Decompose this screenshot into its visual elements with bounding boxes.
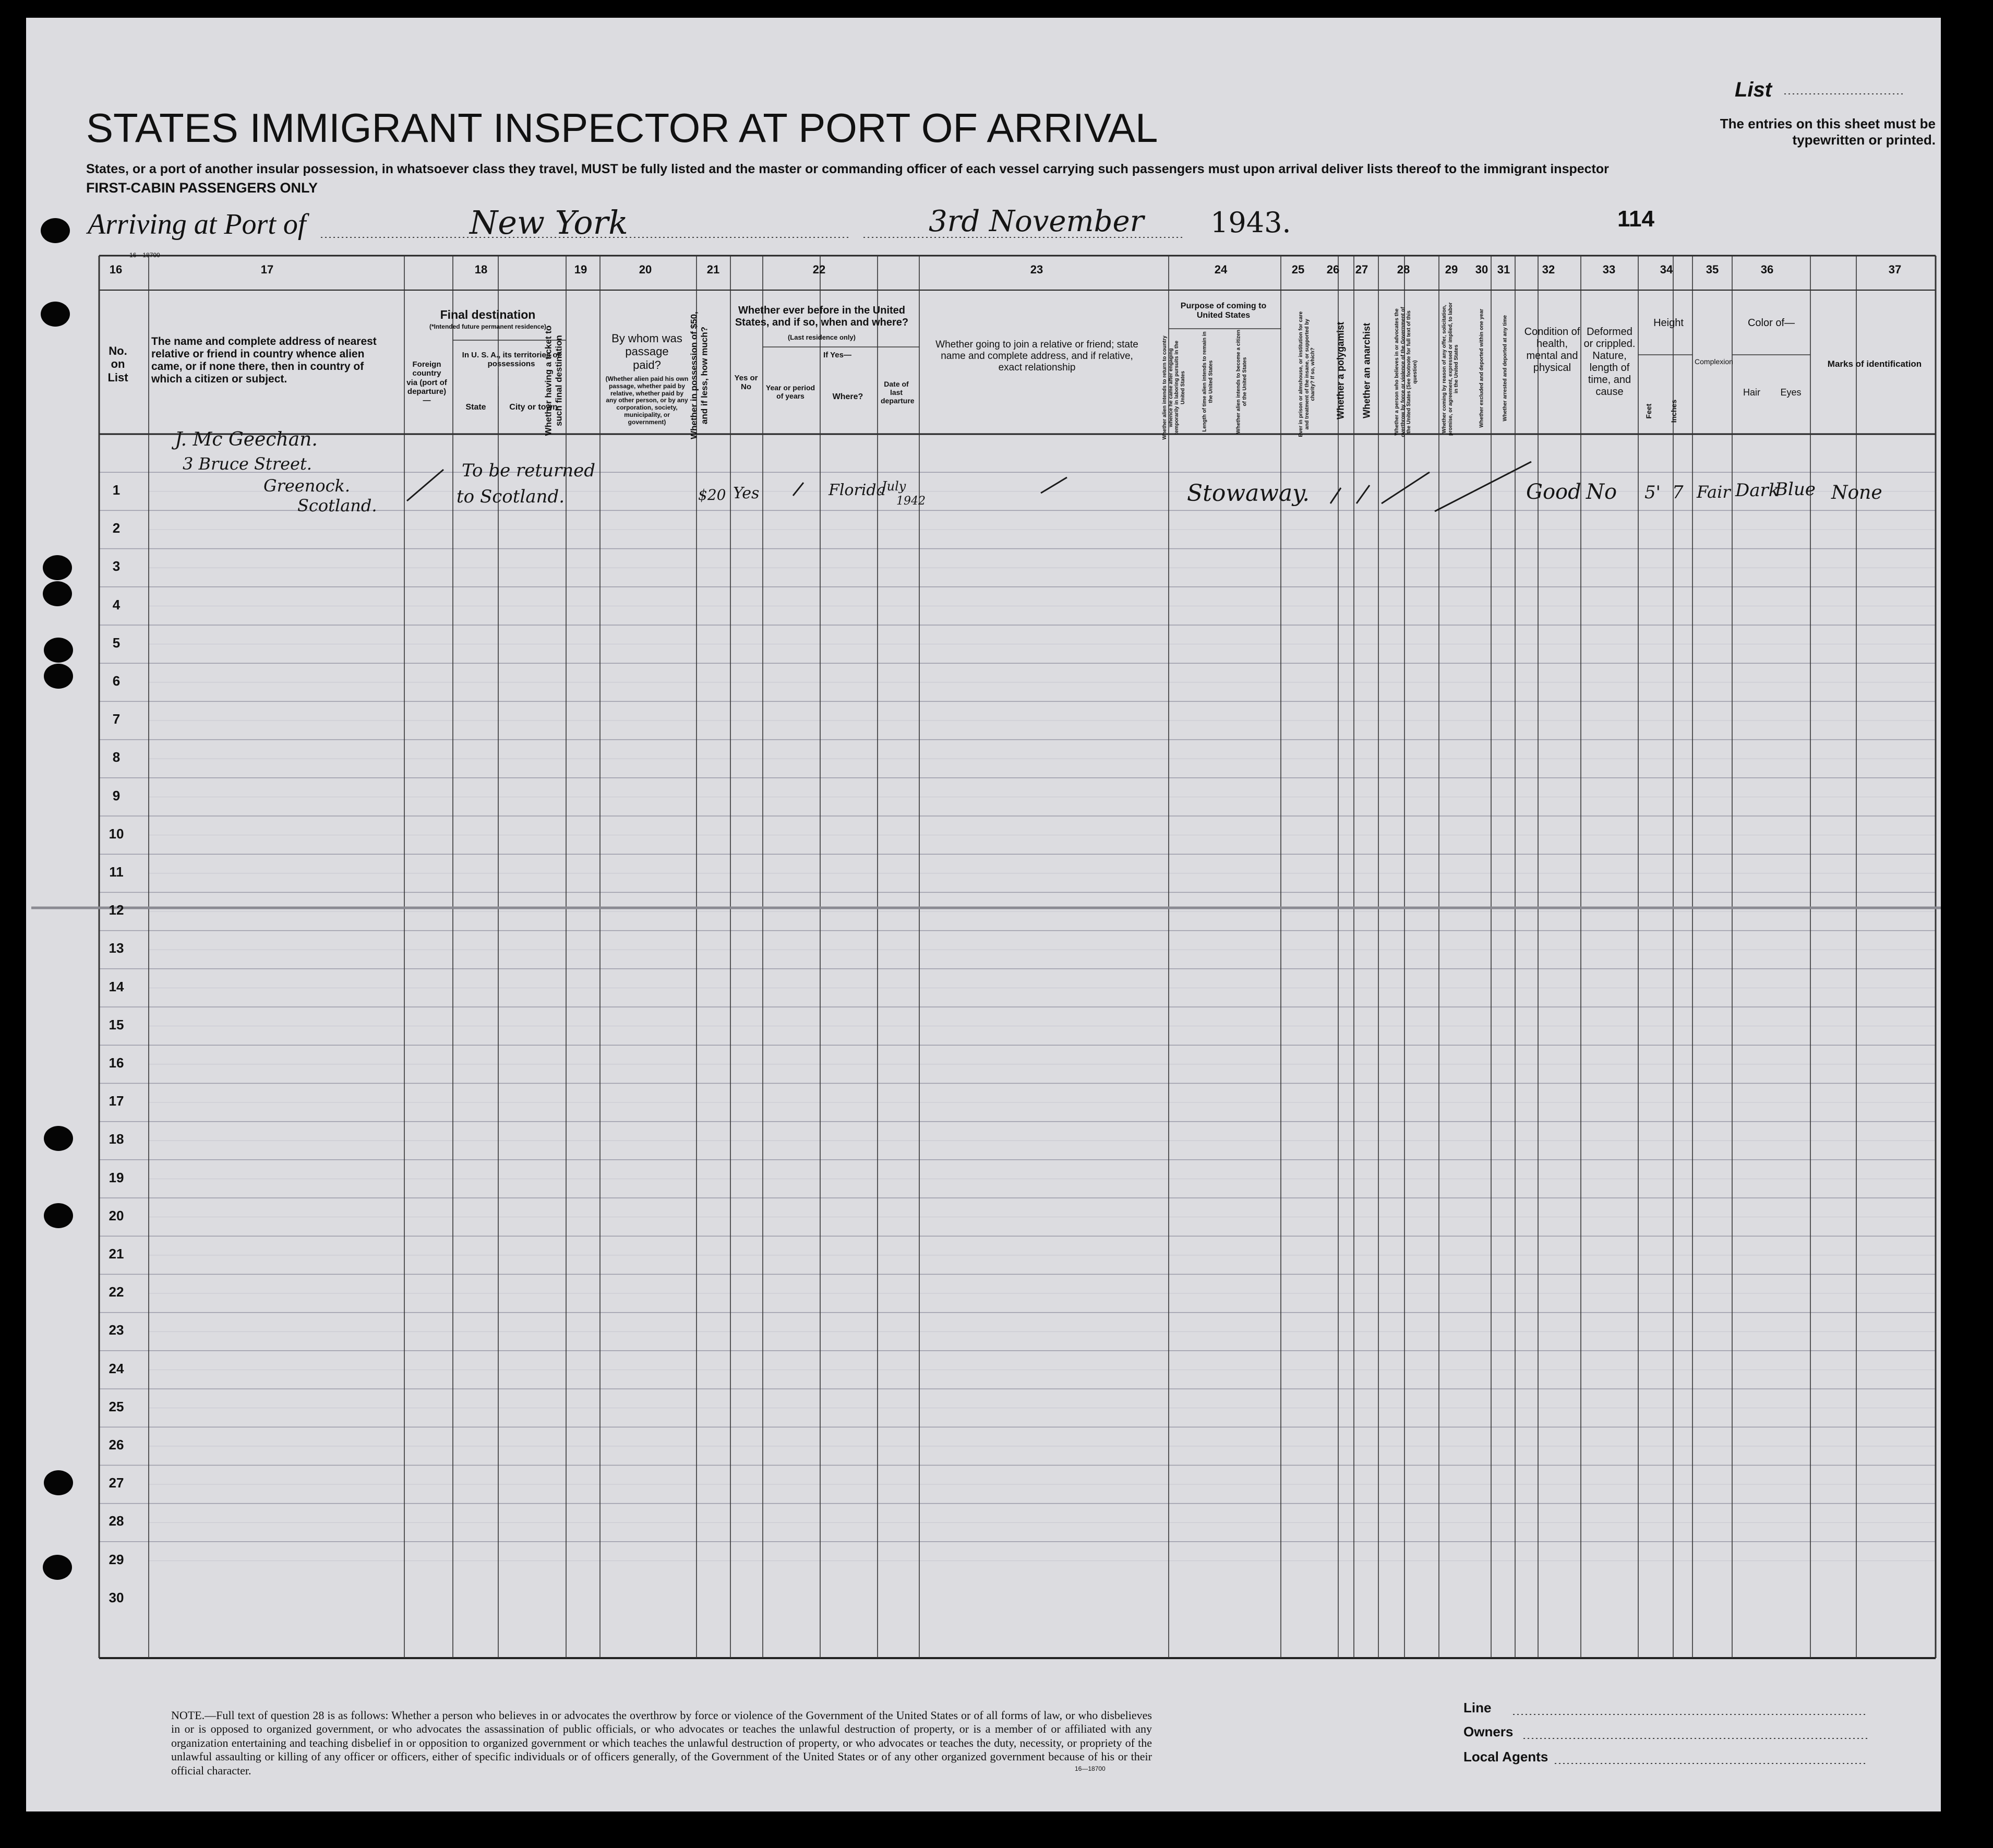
handwritten-dash (1356, 485, 1370, 503)
column-number-20: 20 (639, 263, 652, 276)
header-purpose-b: Length of time alien intends to remain in the United States (1202, 331, 1214, 432)
column-number-27: 27 (1355, 263, 1368, 276)
row-number-16: 16 (109, 1055, 124, 1071)
header-arrested: Whether arrested and deported at any time (1502, 315, 1508, 422)
footer-agents-label: Local Agents (1463, 1749, 1548, 1765)
column-number-19: 19 (574, 263, 587, 276)
row-number-9: 9 (112, 787, 121, 803)
header-question-28: Whether a person who believes in or advocates the overthrow by force or violence of the Government of the United States (See footnote for full text of this question) (1394, 307, 1418, 437)
row-number-21: 21 (109, 1246, 124, 1262)
row-number-29: 29 (109, 1551, 124, 1567)
row-number-25: 25 (109, 1398, 124, 1414)
header-final-destination: Final destination (440, 308, 536, 321)
column-number-35: 35 (1706, 263, 1719, 276)
header-polygamist: Whether a polygamist (1335, 321, 1346, 419)
column-number-16: 16 (109, 263, 123, 276)
header-fifty-dollars: Whether in possession of $50, and if less, how much? (689, 311, 709, 439)
row-number-14: 14 (109, 978, 124, 994)
entries-note: The entries on this sheet must be typewritten or printed. (1720, 116, 1936, 148)
handwritten-dash (407, 470, 443, 501)
entry-relative-country: Scotland. (297, 496, 377, 515)
row-number-17: 17 (109, 1093, 124, 1109)
footer-line-label: Line (1463, 1700, 1492, 1715)
column-number-24: 24 (1214, 263, 1228, 276)
header-marks: Marks of identification (1827, 359, 1922, 369)
port-value: New York (470, 203, 628, 242)
row-number-1: 1 (112, 482, 121, 498)
header-yes-no: Yes or No (734, 374, 758, 392)
row-number-23: 23 (109, 1322, 124, 1338)
header-ever-before-note: (Last residence only) (787, 333, 856, 341)
column-number-23: 23 (1030, 263, 1043, 276)
header-city: City or town (509, 403, 558, 412)
entry-destination-line1: To be returned (462, 460, 595, 481)
column-number-30: 30 (1475, 263, 1488, 276)
column-number-32: 32 (1542, 263, 1555, 276)
header-hair: Hair (1743, 387, 1760, 398)
column-number-31: 31 (1497, 263, 1510, 276)
column-number-34: 34 (1660, 263, 1673, 276)
footer-form-code: 16—18700 (1075, 1765, 1106, 1772)
entry-where: Florida (829, 481, 886, 499)
header-purpose: Purpose of coming to United States (1180, 302, 1267, 320)
column-number-33: 33 (1602, 263, 1616, 276)
column-number-25: 25 (1291, 263, 1305, 276)
header-purpose-a: Whether alien intends to return to country whence he came after engaging temporarily in laboring pursuits in the United States (1162, 335, 1186, 440)
column-number-22: 22 (812, 263, 826, 276)
header-if-yes: If Yes— (823, 351, 851, 359)
row-number-24: 24 (109, 1360, 124, 1376)
row-number-7: 7 (112, 711, 121, 727)
arriving-label: Arriving at Port of (88, 208, 306, 241)
row-number-15: 15 (109, 1016, 124, 1033)
header-purpose-c: Whether alien intends to become a citizen of the United States (1235, 330, 1247, 434)
row-number-10: 10 (109, 825, 124, 842)
row-number-13: 13 (109, 940, 124, 956)
row-number-12: 12 (109, 902, 124, 918)
footer-owners-label: Owners (1463, 1724, 1514, 1739)
column-number-21: 21 (706, 263, 720, 276)
handwritten-dash (1435, 462, 1531, 511)
header-complexion: Complexion (1695, 357, 1733, 366)
header-in-usa: In U. S. A., its territories or possessions (462, 351, 561, 369)
header-eyes: Eyes (1780, 387, 1802, 398)
header-where: Where? (832, 392, 863, 401)
header-no-on-list: No. on List (107, 344, 128, 384)
header-feet: Feet (1644, 403, 1653, 419)
row-number-30: 30 (109, 1589, 124, 1605)
column-number-18: 18 (474, 263, 488, 276)
row-number-8: 8 (112, 749, 121, 765)
entry-inches: 7 (1672, 482, 1684, 503)
entry-deformed: No (1586, 480, 1617, 504)
entry-departure-year: 1942 (896, 495, 926, 508)
header-excluded: Whether excluded and deported within one year (1479, 308, 1485, 428)
row-number-22: 22 (109, 1284, 124, 1300)
row-number-20: 20 (109, 1207, 124, 1223)
header-passage-paid: By whom was passage paid? (611, 332, 682, 371)
entry-feet: 5' (1644, 482, 1661, 503)
header-health: Condition of health, mental and physical (1524, 326, 1580, 374)
header-deformed: Deformed or crippled. Nature, length of time, and cause (1583, 326, 1636, 398)
class-line: FIRST-CABIN PASSENGERS ONLY (86, 180, 318, 196)
header-ticket: Whether having a ticket to such final destination (543, 325, 563, 436)
header-prison: Ever in prison or almshouse, or institution for care and treatment of the insane, or supported by charity? If so, which? (1298, 311, 1316, 437)
entry-health: Good (1526, 480, 1581, 504)
header-nearest-relative: The name and complete address of nearest relative or friend in country whence alien came, or if none there, then in country of which a citizen or subject. (151, 335, 377, 386)
row-number-27: 27 (109, 1475, 124, 1491)
header-inches: Inches (1669, 399, 1678, 423)
column-number-26: 26 (1326, 263, 1340, 276)
header-labor-offer: Whether coming by reason of any offer, solicitation, promise, or agreement, expressed or implied, to labor in the United States (1441, 302, 1459, 436)
form-code: 16—18700 (129, 251, 160, 259)
header-height: Height (1653, 317, 1684, 329)
row-number-5: 5 (112, 634, 121, 651)
handwritten-dash (1041, 477, 1067, 493)
handwritten-dash (793, 483, 803, 496)
row-number-18: 18 (109, 1131, 124, 1147)
header-passage-paid-note: (Whether alien paid his own passage, whether paid by relative, whether paid by any other person, or by any corporation, society, municipality, or government) (605, 375, 689, 426)
list-label: List (1735, 78, 1772, 101)
entry-been-before: Yes (733, 484, 760, 502)
column-number-37: 37 (1888, 263, 1902, 276)
entry-eyes: Blue (1775, 479, 1816, 500)
handwritten-dash (1382, 472, 1430, 503)
row-number-19: 19 (109, 1169, 124, 1185)
entry-relative-street: 3 Bruce Street. (183, 454, 312, 474)
entry-purpose: Stowaway. (1187, 480, 1310, 507)
header-foreign-country: Foreign country via (port of departure)— (406, 360, 447, 405)
footnote-question-28: NOTE.—Full text of question 28 is as follows: Whether a person who believes in or advocates the overthrow by force or violence of the Government of the United States or of all forms of law, or who disbelieves in or is opposed to organized government, or who advocates the assassination of public officials, or who advocates or teaches the unlawful destruction of property, or is a member of or affiliated with any organization entertaining and teaching disbelief in or opposition to organized government or which teaches the unlawful destruction of property, or who advocates or teaches the duty, necessity, or propriety of the unlawful assaulting or killing of any officer or officers, either of specific individuals or of officers generally, of the Government of the United States or of any other organized government because of his or their official character. (171, 1709, 1152, 1777)
entry-marks: None (1831, 482, 1882, 503)
entry-relative-city: Greenock. (263, 476, 351, 496)
date-value: 3rd November (929, 205, 1144, 238)
header-ever-before: Whether ever before in the United States, and if so, when and where? (735, 305, 909, 328)
year-value: 1943. (1210, 206, 1291, 239)
page-number: 114 (1617, 206, 1654, 232)
row-number-26: 26 (109, 1437, 124, 1453)
column-number-17: 17 (260, 263, 274, 276)
entry-money: $20 (698, 486, 726, 503)
handwritten-dash (1330, 488, 1341, 503)
header-anarchist: Whether an anarchist (1361, 322, 1372, 418)
instruction-text: States, or a port of another insular possession, in whatsoever class they travel, MUST be fully listed and the master or commanding officer of each vessel carrying such passengers must upon arrival deliver lists thereof to the immigrant inspector (86, 162, 1609, 176)
header-year-period: Year or period of years (765, 383, 815, 401)
header-state: State (465, 403, 486, 412)
entry-destination-line2: to Scotland. (457, 486, 565, 507)
column-number-29: 29 (1445, 263, 1458, 276)
column-number-36: 36 (1760, 263, 1774, 276)
header-date-departure: Date of last departure (881, 380, 915, 405)
header-final-destination-note: (*Intended future permanent residence) (429, 323, 547, 330)
row-number-2: 2 (112, 520, 121, 536)
header-join-relative: Whether going to join a relative or friend; state name and complete address, and if relative, exact relationship (935, 339, 1138, 373)
entry-hair: Dark (1735, 480, 1780, 501)
page-title: STATES IMMIGRANT INSPECTOR AT PORT OF ARRIVAL (86, 105, 1158, 151)
header-color: Color of— (1747, 317, 1795, 329)
entry-complexion: Fair (1697, 482, 1731, 502)
row-number-11: 11 (109, 864, 124, 880)
row-number-4: 4 (112, 596, 121, 613)
row-number-28: 28 (109, 1513, 124, 1529)
entry-relative-name: J. Mc Geechan. (175, 429, 318, 450)
row-number-3: 3 (112, 558, 121, 574)
entry-departure-month: July (882, 479, 906, 494)
row-number-6: 6 (112, 673, 121, 689)
column-number-28: 28 (1397, 263, 1410, 276)
